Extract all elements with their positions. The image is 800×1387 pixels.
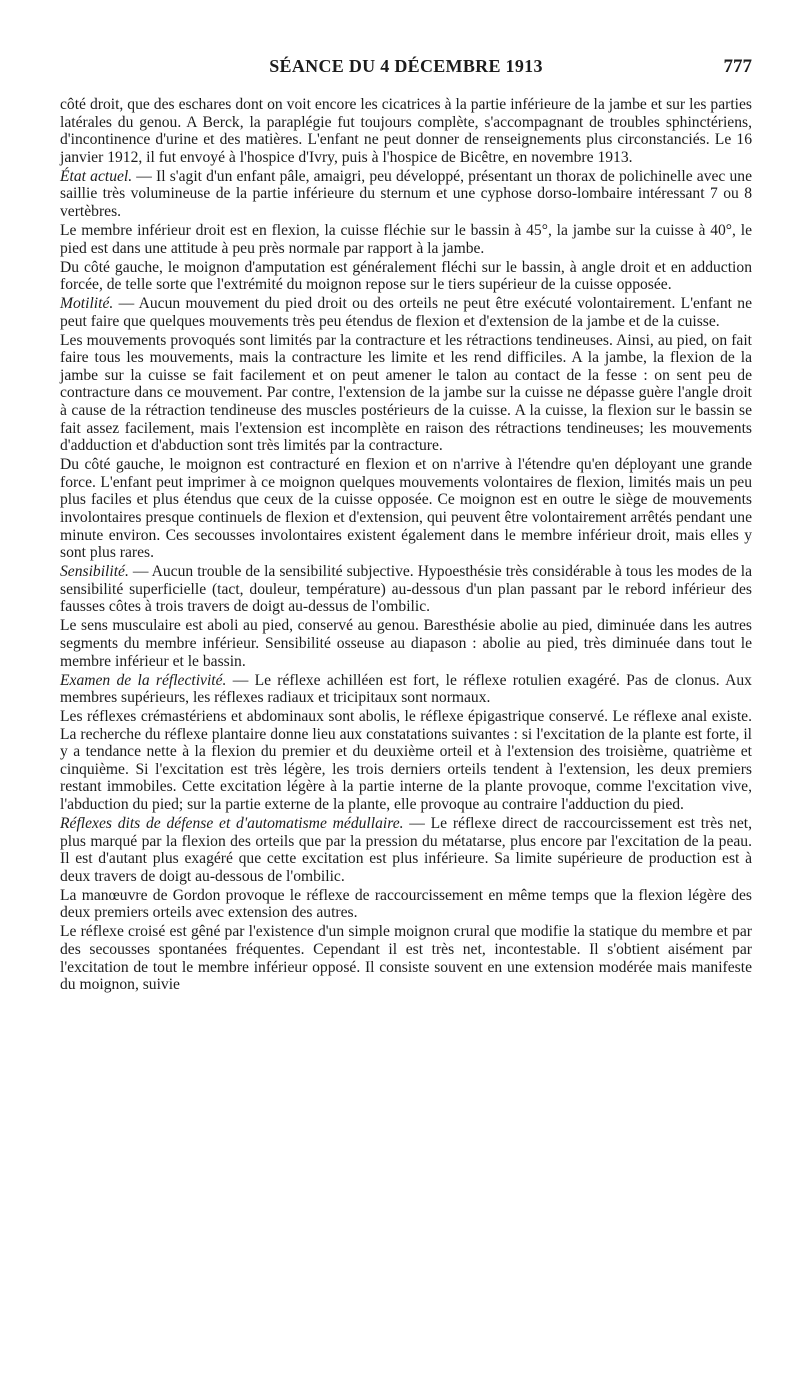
paragraph: [60, 815, 752, 885]
paragraph-text: Du côté gauche, le moignon est contracturé en flexion et on n'arrive à l'étendre qu'en déployant une grande force. L'enfant peut imprimer à ce moignon quelques mouvements volontaires de flexion, limités mais un peu plus faciles et plus étendus que ceux de la cuisse opposée. Ce moignon est en outre le siège de mouvements involontaires presque continuels de flexion et d'extension, qui peuvent être volontairement arrêtés pendant une minute environ. Ces secousses involontaires existent également dans le membre inférieur droit, mais elles y sont plus rares.: [60, 456, 752, 562]
paragraph-text: Le réflexe croisé est gêné par l'existence d'un simple moignon crural que modifie la statique du membre et par des secousses spontanées fréquentes. Cependant il est très net, incontestable. Il s'obtient aisément par l'excitation de tout le membre inférieur opposé. Il consiste souvent en une extension modérée mais manifeste du moignon, suivie: [60, 923, 752, 994]
paragraph: [60, 923, 752, 993]
page-number: 777: [723, 56, 752, 77]
paragraph-text: Le membre inférieur droit est en flexion, la cuisse fléchie sur le bassin à 45°, la jambe sur la cuisse à 40°, le pied est dans une attitude à peu près normale par rapport à la jambe.: [60, 221, 752, 257]
paragraph: [60, 617, 752, 670]
paragraph-text: La manœuvre de Gordon provoque le réflexe de raccourcissement en même temps que la flexion légère des deux premiers orteils avec extension des autres.: [60, 886, 752, 922]
paragraph-text: côté droit, que des eschares dont on voit encore les cicatrices à la partie inférieure de la jambe et sur les parties latérales du genou. A Berck, la paraplégie fut toujours complète, s'accompagnant de troubles sphinctériens, d'incontinence d'urine et des matières. L'enfant ne peut donner de renseignements plus circonstanciés. Le 16 janvier 1912, il fut envoyé à l'hospice d'Ivry, puis à l'hospice de Bicêtre, en novembre 1913.: [60, 96, 752, 166]
paragraph: [60, 332, 752, 455]
paragraph-text: Les mouvements provoqués sont limités par la contracture et les rétractions tendineuses. Ainsi, au pied, on fait faire tous les mouvements, mais la contracture les limite et les rend difficiles. A la jambe, la flexion de la jambe sur la cuisse se fait facilement et on peut amener le talon au contact de la fesse : on sent peu de contracture dans ce mouvement. Par contre, l'extension de la jambe sur la cuisse ne dépasse guère l'angle droit à cause de la rétraction tendineuse des muscles postérieurs de la cuisse. A la cuisse, la flexion sur le bassin se fait assez facilement, mais l'extension est incomplète en raison des rétractions tendineuses; les mouvements d'adduction et d'abduction sont très limités par la contracture.: [60, 331, 752, 455]
paragraph: [60, 887, 752, 922]
paragraph: [60, 672, 752, 707]
paragraph-text: Du côté gauche, le moignon d'amputation est généralement fléchi sur le bassin, à angle droit et en adduction forcée, de telle sorte que l'extrémité du moignon repose sur le tiers supérieur de la cuisse opposée.: [60, 258, 752, 294]
body-text: [60, 96, 752, 995]
section-heading: Réflexes dits de défense et d'automatisme médullaire.: [60, 815, 404, 833]
paragraph-text: Le sens musculaire est aboli au pied, conservé au genou. Baresthésie abolie au pied, diminuée dans les autres segments du membre inférieur. Sensibilité osseuse au diapason : abolie au pied, très diminuée dans tout le membre inférieur et le bassin.: [60, 617, 752, 670]
paragraph-text: — Aucun trouble de la sensibilité subjective. Hypoesthésie très considérable à tous les modes de la sensibilité superficielle (tact, douleur, température) au-dessous d'un plan passant par le rebord inférieur des fausses côtes à trois travers de doigt au-dessus de l'ombilic.: [60, 563, 752, 616]
paragraph-text: Les réflexes crémastériens et abdominaux sont abolis, le réflexe épigastrique conservé. Le réflexe anal existe. La recherche du réflexe plantaire donne lieu aux constatations suivantes : si l'excitation de la plante est forte, il y a tendance nette à la flexion du premier et du deuxième orteil et à l'extension des troisième, quatrième et cinquième. Si l'excitation est très légère, les trois derniers orteils tendent à l'extension, les deux premiers restant immobiles. Cette excitation légère à la partie interne de la plante provoque, comme l'excitation vive, l'abduction du pied; sur la partie externe de la plante, elle provoque au contraire l'adduction du pied.: [60, 708, 752, 814]
running-head: [60, 56, 752, 82]
paragraph: [60, 295, 752, 330]
section-heading: Sensibilité.: [60, 563, 129, 581]
paragraph: [60, 259, 752, 294]
paragraph: [60, 563, 752, 616]
paragraph-text: — Le réflexe achilléen est fort, le réflexe rotulien exagéré. Pas de clonus. Aux membres supérieurs, les réflexes radiaux et tricipitaux sont normaux.: [60, 671, 752, 707]
paragraph: [60, 222, 752, 257]
paragraph-text: — Aucun mouvement du pied droit ou des orteils ne peut être exécuté volontairement. L'enfant ne peut faire que quelques mouvements très peu étendus de flexion et d'extension de la jambe et de la cuisse.: [60, 295, 752, 330]
paragraph: [60, 708, 752, 814]
paragraph-text: — Il s'agit d'un enfant pâle, amaigri, peu développé, présentant un thorax de polichinelle avec une saillie très volumineuse de la partie inférieure du sternum et une cyphose dorso-lombaire intéressant 7 ou 8 vertèbres.: [60, 167, 752, 220]
paragraph: [60, 456, 752, 562]
paragraph: [60, 168, 752, 221]
section-heading: Motilité.: [60, 295, 114, 313]
section-heading: Examen de la réflectivité.: [60, 671, 227, 689]
running-title: SÉANCE DU 4 DÉCEMBRE 1913: [269, 56, 543, 76]
section-heading: État actuel.: [60, 167, 133, 185]
paragraph-text: — Le réflexe direct de raccourcissement est très net, plus marqué par la flexion des orteils que par la pression du métatarse, plus encore par l'excitation de la peau. Il est d'autant plus exagéré que cette excitation est plus inférieure. Sa limite supérieure de production est à deux travers de doigt au-dessous de l'ombilic.: [60, 815, 752, 885]
paragraph: [60, 96, 752, 166]
